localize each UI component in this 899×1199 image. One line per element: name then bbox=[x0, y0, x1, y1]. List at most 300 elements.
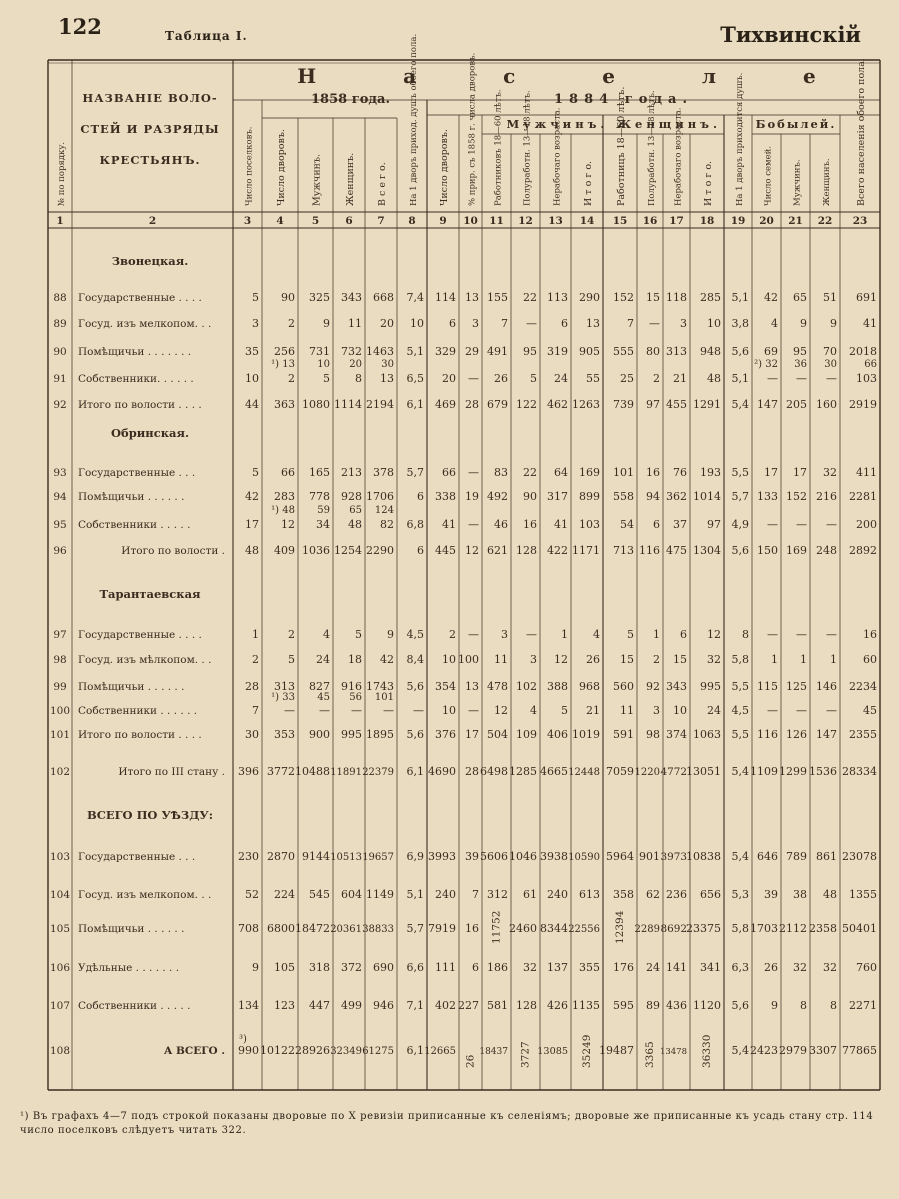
cell-value: 11752 bbox=[490, 910, 503, 944]
cell-value: 358 bbox=[613, 888, 634, 901]
cell-value: 7059 bbox=[606, 765, 634, 778]
column-title: % прир. съ 1858 г. числа дворовъ. bbox=[467, 52, 478, 206]
cell-value: 8 bbox=[830, 999, 837, 1012]
cell-value: 995 bbox=[700, 680, 721, 693]
cell-value: 248 bbox=[816, 544, 837, 557]
cell-value: 283 bbox=[274, 490, 295, 503]
cell-value: 227 bbox=[458, 999, 479, 1012]
cell-value: 22 bbox=[523, 466, 537, 479]
cell-value: 396 bbox=[238, 765, 259, 778]
cell-value: 13 bbox=[465, 680, 479, 693]
cell-value: 900 bbox=[309, 728, 330, 741]
cell-value: 1285 bbox=[509, 765, 537, 778]
cell-value: 2 bbox=[288, 628, 295, 641]
cell-value: 445 bbox=[435, 544, 456, 557]
cell-value: 15 bbox=[673, 653, 687, 666]
cell-value: 5,6 bbox=[406, 680, 424, 693]
cell-subvalue: 101 bbox=[374, 692, 394, 703]
cell-value: 4,5 bbox=[406, 628, 424, 641]
cell-value: 545 bbox=[309, 888, 330, 901]
column-title: Работниковъ 18—60 лѣтъ. bbox=[493, 89, 504, 206]
cell-value: 928 bbox=[341, 490, 362, 503]
row-name: А ВСЕГО . bbox=[163, 1045, 225, 1057]
cell-value: 731 bbox=[309, 345, 330, 358]
row-number: 101 bbox=[49, 729, 71, 741]
cell-value: 94 bbox=[646, 490, 660, 503]
cell-value: 95 bbox=[523, 345, 537, 358]
cell-value: 376 bbox=[435, 728, 456, 741]
column-number: 2 bbox=[148, 215, 157, 227]
cell-value: 83 bbox=[494, 466, 508, 479]
cell-value: 10513 bbox=[330, 852, 362, 863]
cell-value: 41 bbox=[863, 317, 877, 330]
cell-value: 1014 bbox=[693, 490, 721, 503]
column-title: Женщинъ. bbox=[822, 158, 832, 206]
cell-value: 70 bbox=[823, 345, 837, 358]
cell-value: 5,6 bbox=[731, 999, 749, 1012]
cell-value: 15 bbox=[620, 653, 634, 666]
cell-value: 504 bbox=[487, 728, 508, 741]
cell-value: 621 bbox=[487, 544, 508, 557]
cell-value: 646 bbox=[757, 850, 778, 863]
cell-value: 679 bbox=[487, 398, 508, 411]
cell-value: 2 bbox=[449, 628, 456, 641]
cell-value: 739 bbox=[613, 398, 634, 411]
cell-value: 581 bbox=[487, 999, 508, 1012]
cell-value: 5,4 bbox=[731, 850, 749, 863]
cell-value: 111 bbox=[435, 961, 456, 974]
column-number: 3 bbox=[243, 215, 252, 227]
cell-value: 100 bbox=[458, 653, 479, 666]
cell-value: 28926 bbox=[295, 1044, 330, 1057]
cell-value: 4 bbox=[530, 704, 537, 717]
cell-value: 20361 bbox=[330, 924, 362, 935]
cell-value: 169 bbox=[786, 544, 807, 557]
cell-value: 478 bbox=[487, 680, 508, 693]
cell-subvalue: ²) 32 bbox=[754, 359, 778, 370]
cell-value: 165 bbox=[309, 466, 330, 479]
cell-value: 732 bbox=[341, 345, 362, 358]
cell-value: 2018 bbox=[849, 345, 877, 358]
cell-value: 224 bbox=[274, 888, 295, 901]
cell-value: 118 bbox=[666, 291, 687, 304]
cell-value: 901 bbox=[639, 850, 660, 863]
cell-value: 186 bbox=[487, 961, 508, 974]
cell-value: 325 bbox=[309, 291, 330, 304]
cell-value: 61275 bbox=[362, 1046, 394, 1057]
cell-value: 2892 bbox=[849, 544, 877, 557]
row-name: Помѣщичьи . . . . . . bbox=[78, 491, 185, 503]
cell-value: 16 bbox=[646, 466, 660, 479]
cell-value: 5,5 bbox=[731, 728, 749, 741]
cell-value: 29 bbox=[465, 345, 479, 358]
cell-value: 28 bbox=[465, 765, 479, 778]
cell-value: 469 bbox=[435, 398, 456, 411]
cell-value: — bbox=[383, 704, 394, 717]
cell-value: 213 bbox=[341, 466, 362, 479]
header-men: Мужчинъ. bbox=[506, 117, 609, 131]
row-number: 93 bbox=[53, 467, 67, 479]
cell-value: 12 bbox=[465, 544, 479, 557]
column-title: Женщинъ. bbox=[345, 152, 356, 206]
cell-value: 6,1 bbox=[406, 398, 424, 411]
cell-value: — bbox=[413, 704, 424, 717]
cell-value: 2358 bbox=[809, 922, 837, 935]
cell-value: 45 bbox=[863, 704, 877, 717]
column-title: Полуработн. 13—18 лѣтъ. bbox=[522, 90, 533, 206]
cell-value: 313 bbox=[666, 345, 687, 358]
cell-value: 12394 bbox=[614, 910, 626, 944]
cell-subvalue: ¹) 48 bbox=[271, 505, 295, 516]
cell-value: 141 bbox=[666, 961, 687, 974]
cell-value: 13 bbox=[586, 317, 600, 330]
cell-value: 21 bbox=[586, 704, 600, 717]
cell-value: 462 bbox=[547, 398, 568, 411]
column-number: 14 bbox=[579, 215, 595, 227]
row-name: Собственники . . . . . bbox=[78, 1000, 191, 1012]
cell-value: 436 bbox=[666, 999, 687, 1012]
cell-value: 708 bbox=[238, 922, 259, 935]
cell-value: 80 bbox=[646, 345, 660, 358]
cell-value: 13051 bbox=[686, 765, 721, 778]
cell-value: 32 bbox=[523, 961, 537, 974]
cell-value: — bbox=[796, 704, 807, 717]
cell-value: 5,6 bbox=[406, 728, 424, 741]
cell-value: 447 bbox=[309, 999, 330, 1012]
cell-value: — bbox=[319, 704, 330, 717]
cell-value: 5606 bbox=[480, 850, 508, 863]
cell-value: 116 bbox=[757, 728, 778, 741]
column-number: 22 bbox=[817, 215, 833, 227]
cell-value: 5,5 bbox=[731, 680, 749, 693]
cell-value: 1304 bbox=[693, 544, 721, 557]
cell-value: 42 bbox=[764, 291, 778, 304]
cell-value: 20 bbox=[442, 372, 456, 385]
cell-value: 1355 bbox=[849, 888, 877, 901]
cell-value: 123 bbox=[274, 999, 295, 1012]
cell-value: 329 bbox=[435, 345, 456, 358]
cell-value: 10590 bbox=[568, 852, 600, 863]
cell-value: 3 bbox=[653, 704, 660, 717]
cell-value: 12448 bbox=[568, 767, 600, 778]
column-number: 8 bbox=[408, 215, 416, 227]
row-name: Собственники . . . . . . bbox=[78, 705, 198, 717]
cell-value: 82 bbox=[380, 518, 394, 531]
cell-value: 126 bbox=[786, 728, 807, 741]
cell-value: 5,7 bbox=[731, 490, 749, 503]
cell-subvalue: 20 bbox=[349, 359, 362, 370]
cell-value: 1463 bbox=[366, 345, 394, 358]
cell-value: 19487 bbox=[599, 1044, 634, 1057]
column-title: И т о г о. bbox=[703, 160, 714, 206]
district-title: Тихвинскій bbox=[720, 22, 861, 47]
cell-value: 2194 bbox=[366, 398, 394, 411]
cell-value: 155 bbox=[487, 291, 508, 304]
cell-value: 30 bbox=[245, 728, 259, 741]
cell-value: 5,4 bbox=[731, 398, 749, 411]
cell-value: 5,7 bbox=[406, 922, 424, 935]
cell-value: 12 bbox=[281, 518, 295, 531]
row-name: Госуд. изъ мелкопом. . . bbox=[78, 318, 212, 330]
cell-value: 6 bbox=[653, 518, 660, 531]
cell-value: 1895 bbox=[366, 728, 394, 741]
cell-value: 5,8 bbox=[731, 653, 749, 666]
cell-value: 19657 bbox=[362, 852, 394, 863]
row-name: Итого по III стану . bbox=[118, 766, 225, 778]
cell-value: 353 bbox=[274, 728, 295, 741]
header-bobyli: Бобылей. bbox=[755, 117, 837, 131]
cell-value: 22379 bbox=[362, 767, 394, 778]
cell-value: 455 bbox=[666, 398, 687, 411]
cell-value: 160 bbox=[816, 398, 837, 411]
cell-value: 8,4 bbox=[406, 653, 424, 666]
cell-value: — bbox=[796, 628, 807, 641]
column-title: Нерабочаго возраста. bbox=[673, 107, 684, 206]
cell-value: 236 bbox=[666, 888, 687, 901]
cell-value: 372 bbox=[341, 961, 362, 974]
row-number: 106 bbox=[49, 962, 71, 974]
cell-value: 90 bbox=[523, 490, 537, 503]
cell-value: — bbox=[468, 518, 479, 531]
row-number: 102 bbox=[49, 766, 71, 778]
cell-value: 4772 bbox=[660, 766, 687, 778]
cell-value: 216 bbox=[816, 490, 837, 503]
cell-value: 6 bbox=[417, 490, 424, 503]
cell-value: 46 bbox=[494, 518, 508, 531]
cell-value: 4 bbox=[323, 628, 330, 641]
header-naselenie: Н а с е л е bbox=[297, 64, 856, 88]
cell-value: — bbox=[767, 372, 778, 385]
column-title: Всего населенія обоего пола. bbox=[856, 58, 867, 206]
cell-value: 48 bbox=[707, 372, 721, 385]
cell-value: 492 bbox=[487, 490, 508, 503]
cell-value: 1149 bbox=[366, 888, 394, 901]
cell-value: 5 bbox=[252, 466, 259, 479]
cell-value: 240 bbox=[435, 888, 456, 901]
cell-value: 1254 bbox=[334, 544, 362, 557]
column-title: Число дворовъ. bbox=[439, 129, 450, 206]
cell-value: 25 bbox=[620, 372, 634, 385]
footnote: ¹) Въ графахъ 4—7 подъ строкой показаны дворовые по X ревизіи приписанные къ селеніямъ; дворовые же приписанные къ усадь стану стр. 114 число поселковъ слѣдуетъ читать 322. bbox=[20, 1111, 874, 1136]
cell-value: 5 bbox=[627, 628, 634, 641]
header-women: Женщинъ. bbox=[615, 117, 722, 131]
cell-value: 4 bbox=[593, 628, 600, 641]
row-number: 107 bbox=[49, 1000, 71, 1012]
cell-value: 125 bbox=[786, 680, 807, 693]
cell-value: 11 bbox=[620, 704, 634, 717]
cell-value: 3 bbox=[530, 653, 537, 666]
cell-value: 24 bbox=[707, 704, 721, 717]
row-number: 92 bbox=[53, 399, 67, 411]
cell-value: 948 bbox=[700, 345, 721, 358]
cell-value: 41 bbox=[442, 518, 456, 531]
cell-value: 6,3 bbox=[731, 961, 749, 974]
cell-value: 5 bbox=[355, 628, 362, 641]
cell-value: 1291 bbox=[693, 398, 721, 411]
cell-value: 7919 bbox=[428, 922, 456, 935]
cell-value: 5,8 bbox=[731, 922, 749, 935]
cell-value: 3,8 bbox=[731, 317, 749, 330]
header-name-line: НАЗВАНІЕ ВОЛО- bbox=[82, 91, 218, 105]
cell-value: 1536 bbox=[809, 765, 837, 778]
column-number: 19 bbox=[730, 215, 746, 227]
cell-value: 6,8 bbox=[406, 518, 424, 531]
row-name: Государственные . . . bbox=[78, 467, 196, 479]
cell-value: 7,4 bbox=[406, 291, 424, 304]
row-name: Государственные . . . . bbox=[78, 292, 202, 304]
column-title: И т о г о. bbox=[583, 160, 594, 206]
cell-value: 916 bbox=[341, 680, 362, 693]
section-title: Тарантаевская bbox=[99, 587, 201, 601]
cell-value: 6 bbox=[449, 317, 456, 330]
cell-value: 18437 bbox=[479, 1047, 508, 1057]
cell-value: 1743 bbox=[366, 680, 394, 693]
cell-value: 2460 bbox=[509, 922, 537, 935]
cell-subvalue: ¹) 13 bbox=[271, 359, 295, 370]
cell-value: 12665 bbox=[424, 1046, 456, 1057]
cell-value: 8 bbox=[355, 372, 362, 385]
row-number: 96 bbox=[53, 545, 67, 557]
cell-value: 65 bbox=[793, 291, 807, 304]
cell-value: 422 bbox=[547, 544, 568, 557]
cell-value: 789 bbox=[786, 850, 807, 863]
cell-value: 2234 bbox=[849, 680, 877, 693]
cell-value: 42 bbox=[380, 653, 394, 666]
cell-value: 2919 bbox=[849, 398, 877, 411]
cell-value: 147 bbox=[816, 728, 837, 741]
cell-value: 11891 bbox=[330, 767, 362, 778]
cell-value: 656 bbox=[700, 888, 721, 901]
cell-value: 35249 bbox=[581, 1034, 593, 1068]
cell-value: 51 bbox=[823, 291, 837, 304]
column-title: В с е г о. bbox=[377, 162, 388, 206]
table-label: Таблица I. bbox=[165, 29, 248, 43]
cell-value: 905 bbox=[579, 345, 600, 358]
cell-value: 102 bbox=[516, 680, 537, 693]
cell-value: 62 bbox=[646, 888, 660, 901]
cell-value: 362 bbox=[666, 490, 687, 503]
cell-value: 77865 bbox=[842, 1044, 877, 1057]
cell-value: 2290 bbox=[366, 544, 394, 557]
cell-value: 36330 bbox=[701, 1034, 713, 1068]
cell-value: 41 bbox=[554, 518, 568, 531]
cell-value: — bbox=[826, 628, 837, 641]
cell-value: 317 bbox=[547, 490, 568, 503]
cell-value: 555 bbox=[613, 345, 634, 358]
cell-value: 128 bbox=[516, 544, 537, 557]
cell-value: 363 bbox=[274, 398, 295, 411]
cell-value: 32 bbox=[823, 961, 837, 974]
cell-value: 558 bbox=[613, 490, 634, 503]
cell-value: 26 bbox=[586, 653, 600, 666]
cell-value: 20 bbox=[380, 317, 394, 330]
row-name: Собственники . . . . . bbox=[78, 519, 191, 531]
cell-value: 137 bbox=[547, 961, 568, 974]
cell-value: 9 bbox=[252, 961, 259, 974]
cell-subvalue: 59 bbox=[317, 505, 330, 516]
column-number: 4 bbox=[276, 215, 284, 227]
cell-value: 32 bbox=[823, 466, 837, 479]
cell-value: 604 bbox=[341, 888, 362, 901]
row-name: Итого по волости . bbox=[121, 545, 225, 557]
column-number: 12 bbox=[518, 215, 533, 227]
cell-value: 343 bbox=[666, 680, 687, 693]
cell-value: 152 bbox=[613, 291, 634, 304]
cell-value: 13 bbox=[380, 372, 394, 385]
cell-value: 97 bbox=[707, 518, 721, 531]
cell-value: 5 bbox=[288, 653, 295, 666]
cell-value: 560 bbox=[613, 680, 634, 693]
cell-value: 3993 bbox=[428, 850, 456, 863]
cell-subvalue: 36 bbox=[794, 359, 807, 370]
cell-subvalue: ¹) 33 bbox=[271, 692, 295, 703]
column-number: 21 bbox=[788, 215, 803, 227]
cell-value: 4,5 bbox=[731, 704, 749, 717]
row-number: 100 bbox=[49, 705, 71, 717]
cell-value: — bbox=[468, 628, 479, 641]
cell-value: 4,9 bbox=[731, 518, 749, 531]
cell-value: 24 bbox=[554, 372, 568, 385]
cell-value: 256 bbox=[274, 345, 295, 358]
row-number: 89 bbox=[53, 318, 67, 330]
cell-value: 1 bbox=[252, 628, 259, 641]
cell-value: 411 bbox=[856, 466, 877, 479]
cell-value: 115 bbox=[757, 680, 778, 693]
cell-value: 12 bbox=[494, 704, 508, 717]
cell-value: 10 bbox=[707, 317, 721, 330]
cell-value: 61 bbox=[523, 888, 537, 901]
cell-value: — bbox=[649, 317, 660, 330]
cell-value: 11 bbox=[494, 653, 508, 666]
cell-value: 5,1 bbox=[406, 888, 424, 901]
cell-value: 5 bbox=[561, 704, 568, 717]
cell-value: 2423 bbox=[750, 1044, 778, 1057]
cell-value: 12 bbox=[707, 628, 721, 641]
cell-value: 50401 bbox=[842, 922, 877, 935]
column-title: № по порядку. bbox=[57, 141, 67, 206]
cell-value: 147 bbox=[757, 398, 778, 411]
column-title: Число поселковъ. bbox=[244, 126, 255, 206]
cell-value: 2 bbox=[288, 372, 295, 385]
header-name-line: СТЕЙ И РАЗРЯДЫ bbox=[80, 122, 220, 136]
cell-value: 13 bbox=[465, 291, 479, 304]
column-title: Нерабочаго возраста. bbox=[552, 107, 563, 206]
row-number: 99 bbox=[53, 681, 67, 693]
cell-value: — bbox=[796, 518, 807, 531]
cell-value: 9 bbox=[771, 999, 778, 1012]
cell-value: 23078 bbox=[842, 850, 877, 863]
cell-value: 98 bbox=[646, 728, 660, 741]
cell-value: 116 bbox=[639, 544, 660, 557]
cell-value: 128 bbox=[516, 999, 537, 1012]
cell-value: 7 bbox=[627, 317, 634, 330]
cell-value: 5,4 bbox=[731, 1044, 749, 1057]
cell-value: 17 bbox=[245, 518, 259, 531]
cell-subvalue: 45 bbox=[317, 692, 330, 703]
cell-value: 90 bbox=[281, 291, 295, 304]
cell-value: 8692 bbox=[660, 923, 687, 935]
cell-value: 19 bbox=[465, 490, 479, 503]
cell-value: 668 bbox=[373, 291, 394, 304]
cell-value: 8 bbox=[800, 999, 807, 1012]
cell-value: — bbox=[767, 628, 778, 641]
column-number: 23 bbox=[852, 215, 868, 227]
cell-value: 1263 bbox=[572, 398, 600, 411]
cell-value: 10122 bbox=[260, 1044, 295, 1057]
cell-value: 60 bbox=[863, 653, 877, 666]
cell-value: 6498 bbox=[480, 765, 508, 778]
cell-value: 778 bbox=[309, 490, 330, 503]
